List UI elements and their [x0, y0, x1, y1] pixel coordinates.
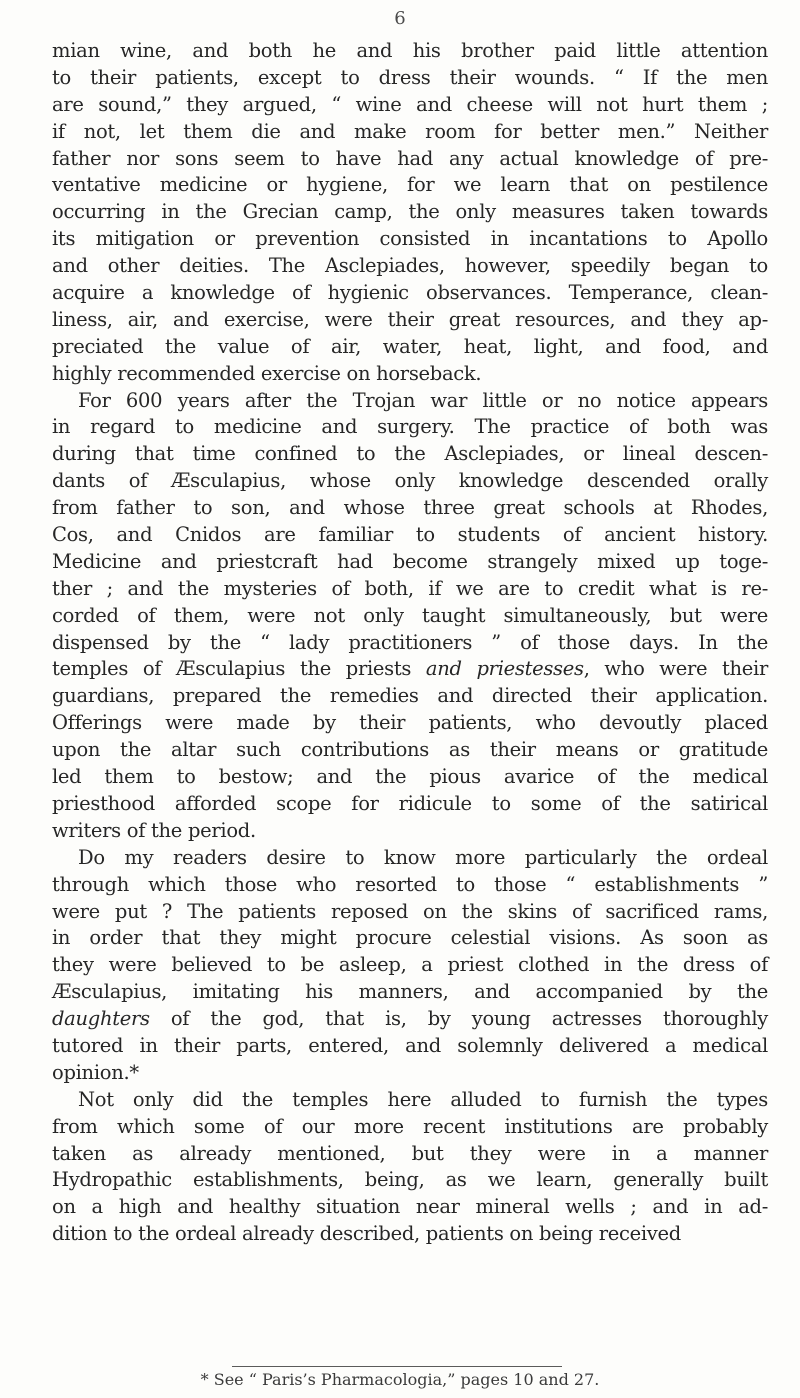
- text-line: in regard to medicine and surgery. The practice of both was: [52, 415, 768, 439]
- text-line: occurring in the Grecian camp, the only measures taken towards: [52, 200, 768, 224]
- text-line: from which some of our more recent institutions are probably: [52, 1114, 768, 1138]
- footnote-rule: [232, 1366, 562, 1367]
- text-line: temples of Æsculapius the priests and priestesses, who were their: [52, 657, 768, 681]
- text-line: guardians, prepared the remedies and directed their application.: [52, 684, 768, 708]
- text-line: Not only did the temples here alluded to furnish the types: [78, 1087, 768, 1111]
- text-line: dition to the ordeal already described, patients on being received: [52, 1222, 681, 1246]
- paragraph: [52, 388, 768, 845]
- text-line: from father to son, and whose three great schools at Rhodes,: [52, 496, 768, 520]
- text-line: dispensed by the “ lady practitioners ” of those days. In the: [52, 630, 768, 654]
- footnote: * See “ Paris’s Pharmacologia,” pages 10 and 27.: [200, 1370, 600, 1389]
- text-line: dants of Æsculapius, whose only knowledge descended orally: [52, 469, 768, 493]
- text-line: liness, air, and exercise, were their great resources, and they ap-: [52, 307, 768, 331]
- text-line: and other deities. The Asclepiades, however, speedily began to: [52, 254, 768, 278]
- text-line: to their patients, except to dress their wounds. “ If the men: [52, 65, 768, 89]
- text-line: ther ; and the mysteries of both, if we are to credit what is re-: [52, 576, 768, 600]
- paragraph: [52, 38, 768, 388]
- text-line: were put ? The patients reposed on the skins of sacrificed rams,: [52, 899, 768, 923]
- text-line: they were believed to be asleep, a priest clothed in the dress of: [52, 953, 768, 977]
- text-line: ventative medicine or hygiene, for we learn that on pestilence: [52, 173, 768, 197]
- text-line: upon the altar such contributions as their means or gratitude: [52, 738, 768, 762]
- text-line: For 600 years after the Trojan war little or no notice appears: [78, 388, 768, 412]
- text-line: its mitigation or prevention consisted in incantations to Apollo: [52, 227, 768, 251]
- text-line: acquire a knowledge of hygienic observances. Temperance, clean-: [52, 281, 768, 305]
- text-line: led them to bestow; and the pious avarice of the medical: [52, 765, 768, 789]
- text-line: taken as already mentioned, but they were in a manner: [52, 1141, 768, 1165]
- text-line: preciated the value of air, water, heat, light, and food, and: [52, 334, 768, 358]
- text-line: in order that they might procure celestial visions. As soon as: [52, 926, 768, 950]
- text-line: tutored in their parts, entered, and solemnly delivered a medical: [52, 1033, 768, 1057]
- text-line: Cos, and Cnidos are familiar to students of ancient history.: [52, 523, 768, 547]
- text-line: Hydropathic establishments, being, as we learn, generally built: [52, 1168, 768, 1192]
- text-line: Medicine and priestcraft had become strangely mixed up toge-: [52, 549, 768, 573]
- text-line: writers of the period.: [52, 818, 256, 842]
- body-text: [52, 38, 768, 1248]
- paragraph: [52, 845, 768, 1087]
- text-line: if not, let them die and make room for better men.” Neither: [52, 119, 768, 143]
- text-line: opinion.*: [52, 1060, 139, 1084]
- text-line: highly recommended exercise on horseback.: [52, 361, 482, 385]
- text-line: mian wine, and both he and his brother paid little attention: [52, 39, 768, 62]
- text-line: on a high and healthy situation near mineral wells ; and in ad-: [52, 1195, 768, 1219]
- text-line: Æsculapius, imitating his manners, and accompanied by the: [52, 980, 768, 1004]
- text-line: are sound,” they argued, “ wine and cheese will not hurt them ;: [52, 92, 768, 116]
- text-line: Do my readers desire to know more particularly the ordeal: [78, 845, 768, 869]
- text-line: Offerings were made by their patients, who devoutly placed: [52, 711, 768, 735]
- text-line: priesthood afforded scope for ridicule to some of the satirical: [52, 791, 768, 815]
- text-line: during that time confined to the Asclepiades, or lineal descen-: [52, 442, 768, 466]
- page-number: 6: [394, 8, 406, 29]
- text-line: through which those who resorted to those “ establishments ”: [52, 872, 768, 896]
- paragraph: [52, 1087, 768, 1248]
- text-line: father nor sons seem to have had any actual knowledge of pre-: [52, 146, 768, 170]
- text-line: corded of them, were not only taught simultaneously, but were: [52, 603, 768, 627]
- text-line: daughters of the god, that is, by young actresses thoroughly: [52, 1007, 768, 1031]
